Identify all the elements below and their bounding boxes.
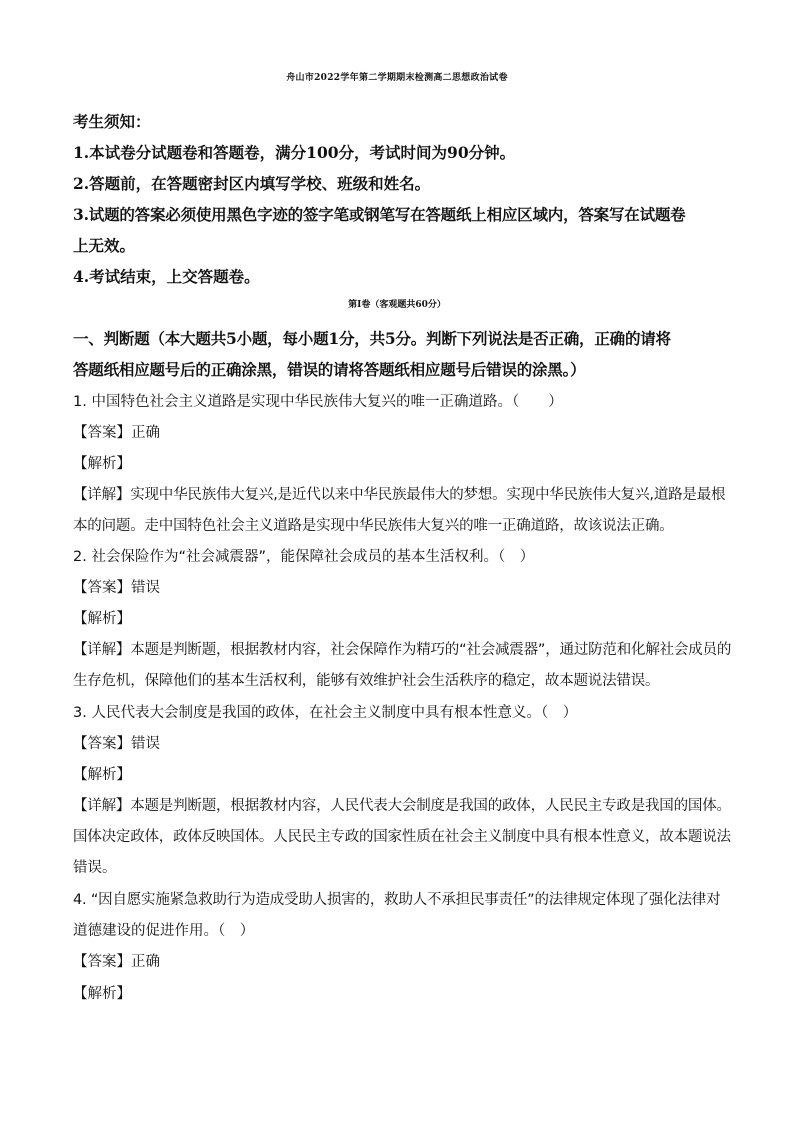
- answer-3: 【答案】错误: [73, 736, 160, 752]
- question-2: 2. 社会保险作为“社会减震器”，能保障社会成员的基本生活权利。（ ）: [73, 549, 535, 565]
- answer-2: 【答案】错误: [73, 580, 160, 596]
- question-4: 4. “因自愿实施紧急救助行为造成受助人损害的，救助人不承担民事责任”的法律规定体现了强化法律对: [73, 892, 721, 908]
- question-4: 道德建设的促进作用。（ ）: [73, 923, 255, 939]
- question-1: 1. 中国特色社会主义道路是实现中华民族伟大复兴的唯一正确道路。（ ）: [73, 394, 563, 410]
- analysis-4: 【解析】: [73, 986, 131, 1002]
- answer-1: 【答案】正确: [73, 425, 160, 441]
- detail-1: 【详解】实现中华民族伟大复兴,是近代以来中华民族最伟大的梦想。实现中华民族伟大复兴,道路是最根: [73, 487, 726, 503]
- analysis-3: 【解析】: [73, 767, 131, 783]
- notice-item: 4.考试结束，上交答题卷。: [73, 267, 260, 286]
- detail-3: 【详解】本题是判断题，根据教材内容，人民代表大会制度是我国的政体，人民民主专政是我国的国体。: [73, 798, 731, 814]
- question-3: 3. 人民代表大会制度是我国的政体，在社会主义制度中具有根本性意义。（ ）: [73, 705, 578, 721]
- detail-3: 错误。: [73, 860, 117, 876]
- answer-4: 【答案】正确: [73, 954, 160, 970]
- notice-item: 2.答题前，在答题密封区内填写学校、班级和姓名。: [73, 174, 431, 193]
- analysis-1: 【解析】: [73, 456, 131, 472]
- detail-3: 国体决定政体，政体反映国体。人民民主专政的国家性质在社会主义制度中具有根本性意义，故本题说法: [73, 829, 731, 845]
- part1-instructions: 答题纸相应题号后的正确涂黑，错误的请将答题纸相应题号后错误的涂黑。）: [73, 360, 586, 379]
- page-title: 舟山市2022学年第二学期期末检测高二思想政治试卷: [286, 73, 508, 83]
- detail-2: 生存危机，保障他们的基本生活权利，能够有效维护社会生活秩序的稳定，故本题说法错误。: [73, 673, 660, 689]
- notice-item: 1.本试卷分试题卷和答题卷，满分100分，考试时间为90分钟。: [73, 143, 516, 162]
- detail-1: 本的问题。走中国特色社会主义道路是实现中华民族伟大复兴的唯一正确道路，故该说法正确。: [73, 518, 674, 534]
- notice-item: 上无效。: [73, 236, 136, 255]
- section-title: 第Ⅰ卷（客观题共60分）: [348, 300, 446, 310]
- notice-item: 3.试题的答案必须使用黑色字迹的签字笔或钢笔写在答题纸上相应区域内，答案写在试题卷: [73, 205, 686, 224]
- detail-2: 【详解】本题是判断题，根据教材内容，社会保障作为精巧的“社会减震器”，通过防范和化解社会成员的: [73, 642, 732, 658]
- notice-heading: 考生须知：: [73, 112, 151, 131]
- part1-instructions: 一、判断题（本大题共5小题，每小题1分，共5分。判断下列说法是否正确，正确的请将: [73, 329, 671, 348]
- analysis-2: 【解析】: [73, 611, 131, 627]
